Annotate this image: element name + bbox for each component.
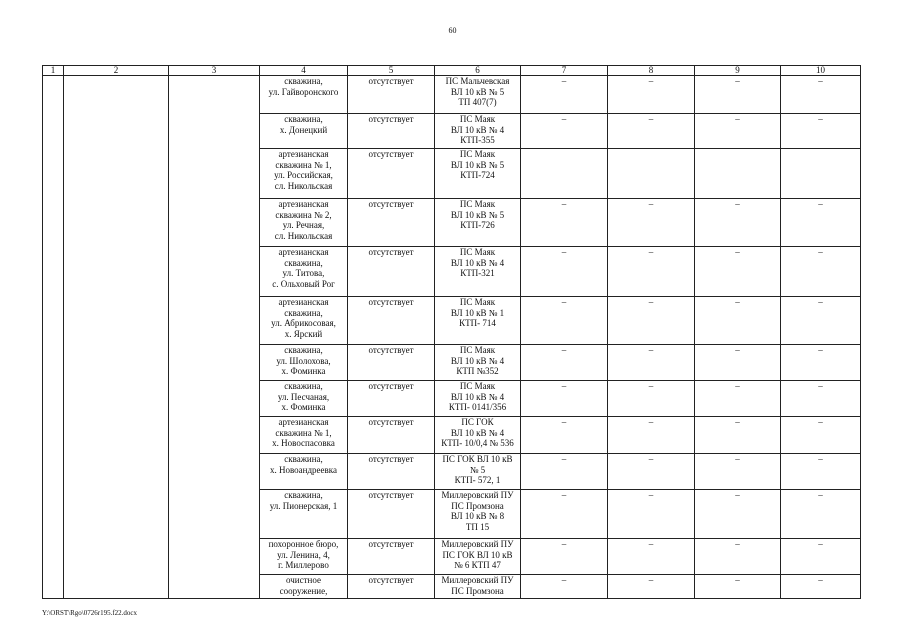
cell-c7: –	[521, 381, 608, 417]
cell-c9: –	[695, 381, 781, 417]
cell-c6: Миллеровский ПУ ПС Промзона	[435, 575, 521, 599]
cell-c5: отсутствует	[348, 297, 435, 345]
cell-c4: скважина, ул. Пионерская, 1	[260, 490, 348, 539]
column-header-9: 9	[695, 66, 781, 76]
cell-c4: артезианская скважина № 2, ул. Речная, сл. Никольская	[260, 199, 348, 247]
cell-c5: отсутствует	[348, 76, 435, 114]
column-header-1: 1	[43, 66, 64, 76]
data-table	[42, 65, 861, 599]
header-row	[43, 66, 861, 76]
cell-c6: ПС Маяк ВЛ 10 кВ № 5 КТП-726	[435, 199, 521, 247]
table-body	[43, 76, 861, 599]
page-number: 60	[448, 26, 457, 35]
cell-c10: –	[781, 76, 861, 114]
cell-c10: –	[781, 490, 861, 539]
cell-c10: –	[781, 114, 861, 149]
cell-c6: ПС Маяк ВЛ 10 кВ № 4 КТП- 0141/356	[435, 381, 521, 417]
cell-c4: скважина, ул. Гайворонского	[260, 76, 348, 114]
cell-c6: ПС Маяк ВЛ 10 кВ № 5 КТП-724	[435, 149, 521, 199]
column-header-6: 6	[435, 66, 521, 76]
cell-c9: –	[695, 297, 781, 345]
cell-c4: артезианская скважина, ул. Титова, с. Ольховый Рог	[260, 247, 348, 297]
cell-c6: ПС Маяк ВЛ 10 кВ № 1 КТП- 714	[435, 297, 521, 345]
cell-c9	[695, 149, 781, 199]
cell-c5: отсутствует	[348, 417, 435, 454]
cell-c9: –	[695, 454, 781, 490]
cell-c4: артезианская скважина, ул. Абрикосовая, х. Ярский	[260, 297, 348, 345]
cell-c9: –	[695, 575, 781, 599]
cell-c7: –	[521, 345, 608, 381]
cell-c7: –	[521, 199, 608, 247]
cell-c7: –	[521, 114, 608, 149]
cell-c10: –	[781, 199, 861, 247]
cell-c8: –	[608, 539, 695, 575]
cell-c10: –	[781, 454, 861, 490]
cell-c8: –	[608, 76, 695, 114]
cell-c5: отсутствует	[348, 114, 435, 149]
cell-c5: отсутствует	[348, 490, 435, 539]
cell-c8: –	[608, 199, 695, 247]
table-row	[43, 76, 861, 114]
cell-c8: –	[608, 454, 695, 490]
cell-c7: –	[521, 575, 608, 599]
cell-c5: отсутствует	[348, 381, 435, 417]
cell-c8	[608, 149, 695, 199]
cell-c6: ПС ГОК ВЛ 10 кВ № 4 КТП- 10/0,4 № 536	[435, 417, 521, 454]
cell-c10: –	[781, 381, 861, 417]
cell-c5: отсутствует	[348, 345, 435, 381]
cell-c7: –	[521, 490, 608, 539]
cell-c7: –	[521, 247, 608, 297]
cell-c7	[521, 149, 608, 199]
cell-c10: –	[781, 247, 861, 297]
cell-c6: ПС Маяк ВЛ 10 кВ № 4 КТП №352	[435, 345, 521, 381]
cell-c4: скважина, ул. Песчаная, х. Фоминка	[260, 381, 348, 417]
cell-c9: –	[695, 76, 781, 114]
cell-c4: артезианская скважина № 1, ул. Российская, сл. Никольская	[260, 149, 348, 199]
cell-c5: отсутствует	[348, 454, 435, 490]
column-header-2: 2	[64, 66, 169, 76]
cell-c5: отсутствует	[348, 539, 435, 575]
cell-c8: –	[608, 247, 695, 297]
cell-c6: ПС ГОК ВЛ 10 кВ № 5 КТП- 572, 1	[435, 454, 521, 490]
cell-c5: отсутствует	[348, 199, 435, 247]
cell-c8: –	[608, 417, 695, 454]
cell-c7: –	[521, 539, 608, 575]
column-header-5: 5	[348, 66, 435, 76]
column-header-4: 4	[260, 66, 348, 76]
cell-c4: похоронное бюро, ул. Ленина, 4, г. Миллерово	[260, 539, 348, 575]
cell-c4: артезианская скважина № 1, х. Новоспасовка	[260, 417, 348, 454]
cell-c10: –	[781, 539, 861, 575]
column-header-7: 7	[521, 66, 608, 76]
cell-c9: –	[695, 539, 781, 575]
cell-c6: ПС Маяк ВЛ 10 кВ № 4 КТП-321	[435, 247, 521, 297]
cell-c6: Миллеровский ПУ ПС Промзона ВЛ 10 кВ № 8 ТП 15	[435, 490, 521, 539]
cell-c10: –	[781, 297, 861, 345]
cell-c5: отсутствует	[348, 149, 435, 199]
cell-c8: –	[608, 575, 695, 599]
cell-c7: –	[521, 76, 608, 114]
cell-c7: –	[521, 297, 608, 345]
cell-c10: –	[781, 345, 861, 381]
col-1-cell	[43, 76, 64, 599]
cell-c7: –	[521, 417, 608, 454]
cell-c9: –	[695, 345, 781, 381]
cell-c8: –	[608, 297, 695, 345]
cell-c4: скважина, х. Донецкий	[260, 114, 348, 149]
cell-c9: –	[695, 490, 781, 539]
cell-c8: –	[608, 114, 695, 149]
cell-c5: отсутствует	[348, 575, 435, 599]
cell-c6: ПС Мальчевская ВЛ 10 кВ № 5 ТП 407(7)	[435, 76, 521, 114]
cell-c10: –	[781, 575, 861, 599]
cell-c8: –	[608, 345, 695, 381]
cell-c6: Миллеровский ПУ ПС ГОК ВЛ 10 кВ № 6 КТП 47	[435, 539, 521, 575]
footer-file-path: Y:\ORST\Rgo\0726r195.f22.docx	[42, 609, 138, 617]
cell-c6: ПС Маяк ВЛ 10 кВ № 4 КТП-355	[435, 114, 521, 149]
column-header-3: 3	[169, 66, 260, 76]
cell-c8: –	[608, 490, 695, 539]
cell-c7: –	[521, 454, 608, 490]
cell-c4: скважина, х. Новоандреевка	[260, 454, 348, 490]
cell-c4: очистное сооружение,	[260, 575, 348, 599]
cell-c9: –	[695, 199, 781, 247]
col-3-cell	[169, 76, 260, 599]
cell-c5: отсутствует	[348, 247, 435, 297]
cell-c4: скважина, ул. Шолохова, х. Фоминка	[260, 345, 348, 381]
col-2-cell	[64, 76, 169, 599]
cell-c9: –	[695, 417, 781, 454]
cell-c10	[781, 149, 861, 199]
column-header-8: 8	[608, 66, 695, 76]
cell-c8: –	[608, 381, 695, 417]
cell-c9: –	[695, 247, 781, 297]
cell-c9: –	[695, 114, 781, 149]
column-header-10: 10	[781, 66, 861, 76]
cell-c10: –	[781, 417, 861, 454]
